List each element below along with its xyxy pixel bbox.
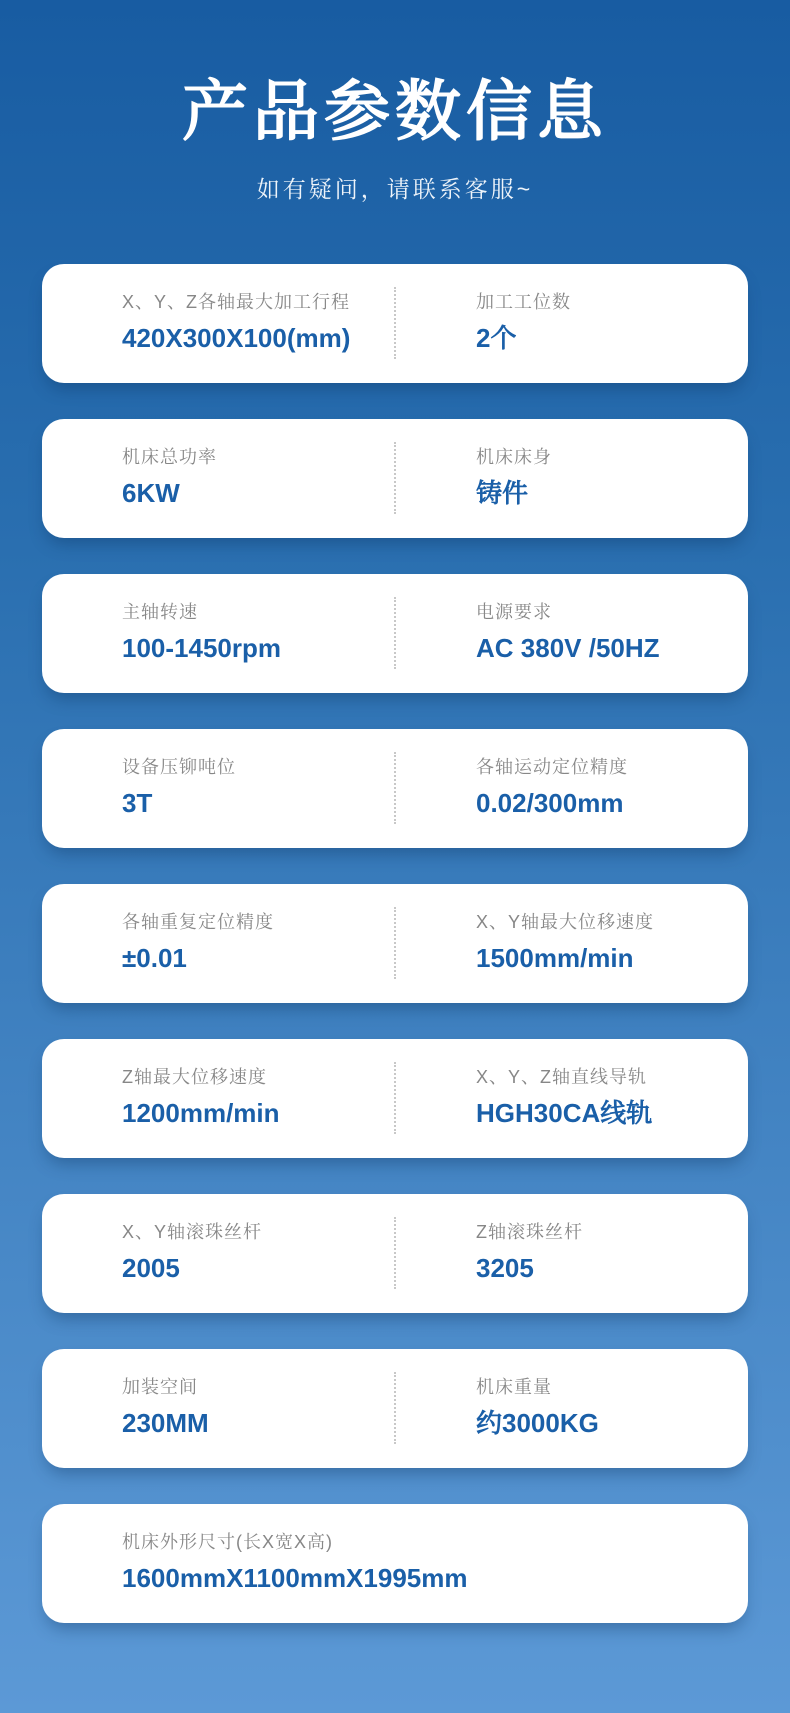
spec-value: 1500mm/min (476, 943, 634, 974)
spec-value: 铸件 (476, 478, 529, 509)
spec-cell (42, 419, 394, 538)
spec-value: AC 380V /50HZ (476, 633, 660, 664)
spec-cell (42, 884, 394, 1003)
page-title: 产品参数信息 (182, 74, 608, 148)
spec-card (42, 419, 748, 538)
spec-card (42, 884, 748, 1003)
spec-value: 3T (122, 788, 153, 819)
spec-cell (42, 1349, 394, 1468)
spec-cell (42, 1194, 394, 1313)
spec-cell (396, 419, 748, 538)
spec-label: 加工工位数 (476, 291, 571, 312)
spec-label: 设备压铆吨位 (122, 756, 236, 777)
spec-card (42, 1349, 748, 1468)
spec-cell (42, 264, 394, 383)
spec-label: 机床重量 (476, 1376, 552, 1397)
spec-label: 机床床身 (476, 446, 552, 467)
spec-card-list (42, 264, 748, 1623)
spec-cell (396, 574, 748, 693)
spec-label: X、Y轴滚珠丝杆 (122, 1221, 263, 1242)
spec-label: Z轴最大位移速度 (122, 1066, 267, 1087)
spec-label: 主轴转速 (122, 601, 198, 622)
spec-value: 420X300X100(mm) (122, 323, 351, 354)
spec-cell (396, 884, 748, 1003)
spec-card-full (42, 1504, 748, 1623)
spec-cell (396, 1039, 748, 1158)
spec-label: 电源要求 (476, 601, 552, 622)
spec-value: 1600mmX1100mmX1995mm (122, 1563, 468, 1594)
spec-value: 100-1450rpm (122, 633, 281, 664)
spec-value: ±0.01 (122, 943, 187, 974)
page-subtitle: 如有疑问，请联系客服~ (256, 176, 534, 202)
spec-cell (42, 729, 394, 848)
spec-label: 机床总功率 (122, 446, 217, 467)
spec-label: 各轴运动定位精度 (476, 756, 628, 777)
spec-label: Z轴滚珠丝杆 (476, 1221, 583, 1242)
spec-value: 2005 (122, 1253, 180, 1284)
spec-value: 230MM (122, 1408, 209, 1439)
spec-cell (396, 1349, 748, 1468)
spec-cell (396, 729, 748, 848)
header (0, 0, 790, 204)
spec-value: 3205 (476, 1253, 534, 1284)
spec-label: 各轴重复定位精度 (122, 911, 274, 932)
spec-cell (42, 1039, 394, 1158)
spec-cell (42, 1504, 748, 1623)
spec-label: X、Y、Z各轴最大加工行程 (122, 291, 351, 312)
spec-value: 2个 (476, 323, 517, 354)
spec-card (42, 264, 748, 383)
spec-value: 1200mm/min (122, 1098, 280, 1129)
spec-value: 6KW (122, 478, 180, 509)
spec-label: 机床外形尺寸(长X宽X高) (122, 1531, 333, 1552)
spec-value: 0.02/300mm (476, 788, 624, 819)
spec-card (42, 574, 748, 693)
spec-card (42, 729, 748, 848)
spec-cell (396, 264, 748, 383)
spec-label: X、Y、Z轴直线导轨 (476, 1066, 648, 1087)
spec-value: 约3000KG (476, 1408, 599, 1439)
spec-card (42, 1039, 748, 1158)
spec-label: 加装空间 (122, 1376, 198, 1397)
spec-cell (396, 1194, 748, 1313)
spec-cell (42, 574, 394, 693)
spec-card (42, 1194, 748, 1313)
spec-label: X、Y轴最大位移速度 (476, 911, 655, 932)
spec-value: HGH30CA线轨 (476, 1098, 653, 1129)
